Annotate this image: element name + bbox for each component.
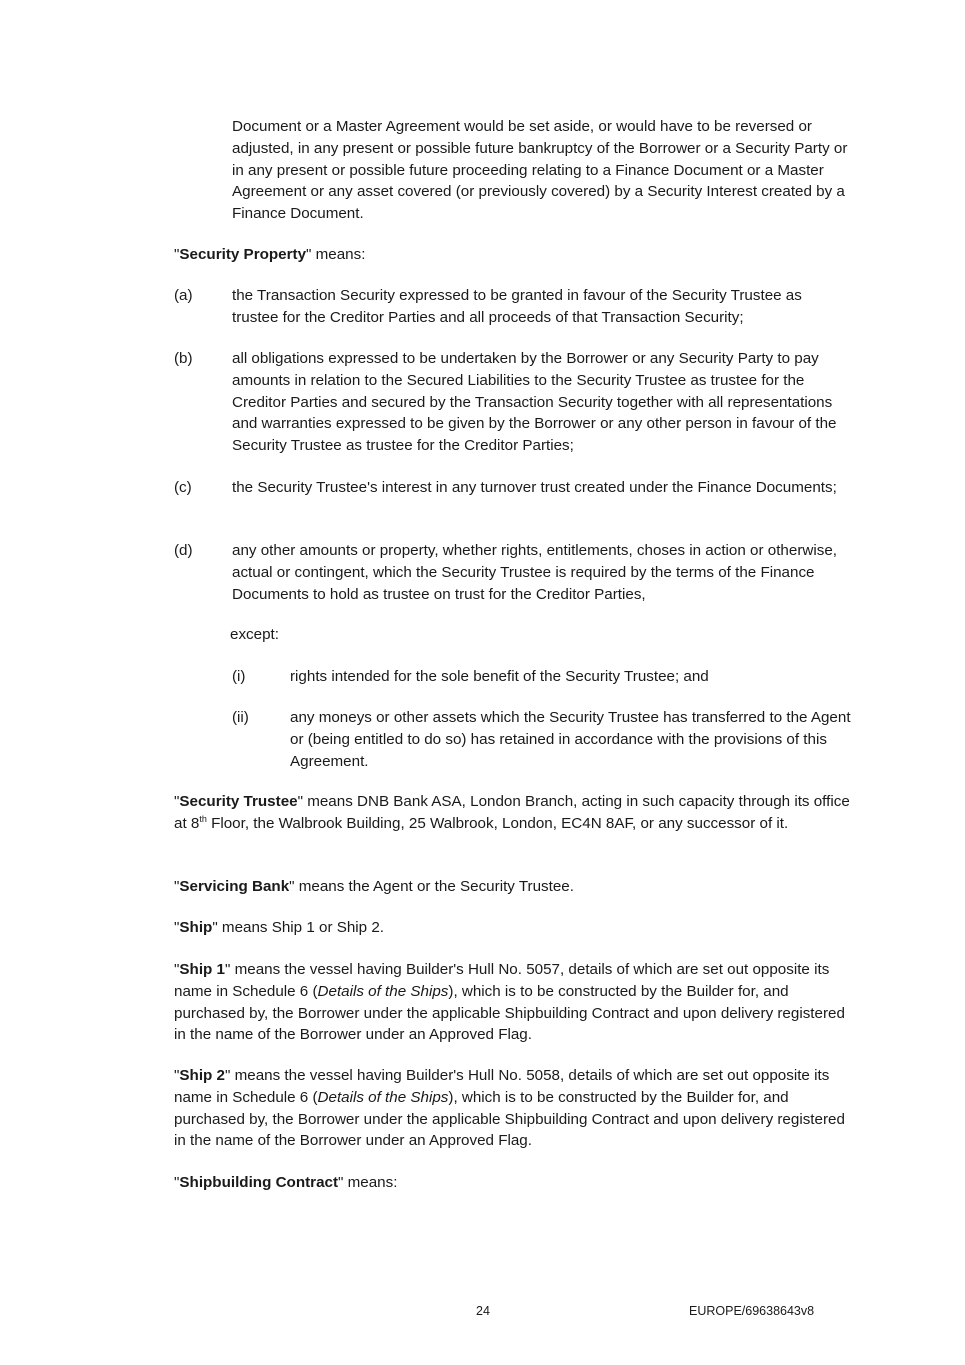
document-reference: EUROPE/69638643v8 — [689, 1304, 815, 1318]
except-label: except: — [230, 626, 279, 643]
page-number: 24 — [476, 1304, 490, 1318]
defined-term: Shipbuilding Contract — [179, 1174, 339, 1191]
definition-security-property: "Security Property" means: — [174, 246, 366, 263]
definition-shipbuilding-contract: "Shipbuilding Contract" means: — [174, 1174, 398, 1191]
sub-list-label: (ii) — [232, 709, 249, 726]
list-label: (d) — [174, 542, 193, 559]
definition-security-trustee: "Security Trustee" means DNB Bank ASA, London Branch, acting in such capacity through its office at 8th Floor, the Walbrook Building, 25 Walbrook, London, EC4N 8AF, or any successor of it. — [174, 793, 850, 832]
sub-list-item: rights intended for the sole benefit of the Security Trustee; and — [290, 668, 709, 685]
definition-ship-1: "Ship 1" means the vessel having Builder's Hull No. 5057, details of which are set out opposite its name in Schedule 6 (Details of the Ships), which is to be constructed by the Builder for, and purchased by, the Borrower under the applicable Shipbuilding Contract and upon delivery registered in the name of the Borrower under an Approved Flag. — [174, 961, 845, 1044]
list-label: (b) — [174, 350, 193, 367]
list-label: (c) — [174, 479, 192, 496]
list-item: any other amounts or property, whether rights, entitlements, choses in action or otherwise, actual or contingent, which the Security Trustee is required by the terms of the Finance Documents to hold as trustee on trust for the Creditor Parties, — [232, 542, 837, 603]
definition-servicing-bank: "Servicing Bank" means the Agent or the Security Trustee. — [174, 878, 574, 895]
defined-term: Security Trustee — [179, 793, 298, 810]
defined-term: Ship 2 — [179, 1067, 225, 1084]
defined-term: Servicing Bank — [179, 878, 290, 895]
definition-ship: "Ship" means Ship 1 or Ship 2. — [174, 919, 385, 936]
sub-list-item: any moneys or other assets which the Security Trustee has transferred to the Agent or (being entitled to do so) has retained in accordance with the provisions of this Agreement. — [290, 709, 851, 770]
list-item: all obligations expressed to be undertaken by the Borrower or any Security Party to pay amounts in relation to the Secured Liabilities to the Security Trustee as trustee for the Creditor Parties and secured by the Transaction Security together with all representations and warranties expressed to be given by the Borrower or any other person in favour of the Security Trustee as trustee for the Creditor Parties; — [232, 350, 837, 455]
list-label: (a) — [174, 287, 193, 304]
defined-term: Ship 1 — [179, 961, 225, 978]
definition-ship-2: "Ship 2" means the vessel having Builder's Hull No. 5058, details of which are set out opposite its name in Schedule 6 (Details of the Ships), which is to be constructed by the Builder for, and purchased by, the Borrower under the applicable Shipbuilding Contract and upon delivery registered in the name of the Borrower under an Approved Flag. — [174, 1067, 845, 1150]
list-item: the Security Trustee's interest in any turnover trust created under the Finance Documents; — [232, 479, 837, 496]
list-item: the Transaction Security expressed to be granted in favour of the Security Trustee as trustee for the Creditor Parties and all proceeds of that Transaction Security; — [232, 287, 802, 326]
defined-term: Security Property — [179, 246, 307, 263]
defined-term: Ship — [179, 919, 213, 936]
sub-list-label: (i) — [232, 668, 246, 685]
continuation-paragraph — [232, 116, 851, 225]
continuation-text: Document or a Master Agreement would be set aside, or would have to be reversed or adjusted, in any present or possible future bankruptcy of the Borrower or a Security Party or in any present or possible future proceeding relating to a Finance Document or a Master Agreement or any asset covered (or previously covered) by a Security Interest created by a Finance Document. — [232, 118, 848, 223]
